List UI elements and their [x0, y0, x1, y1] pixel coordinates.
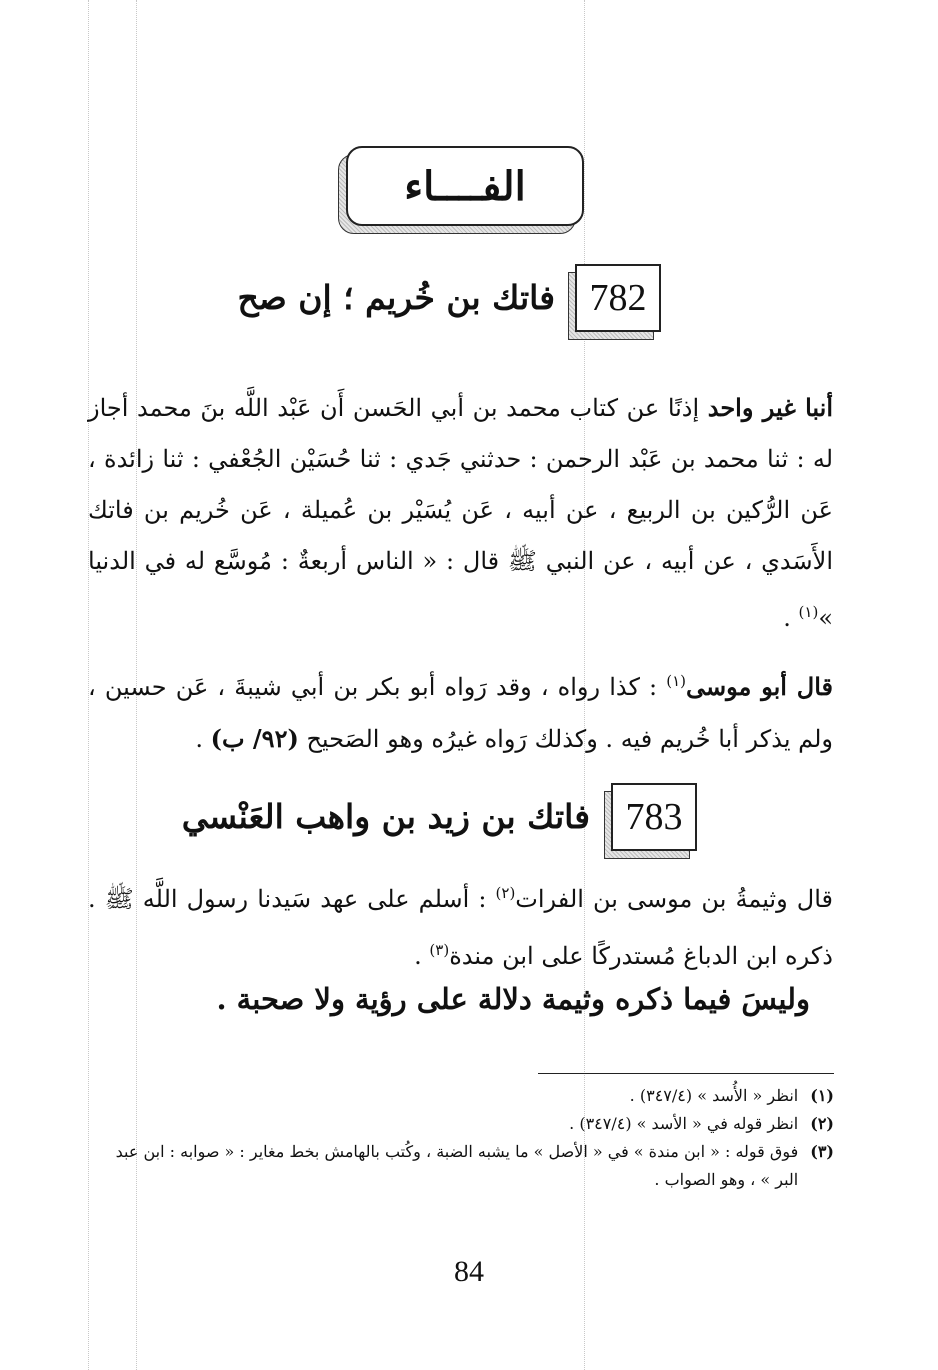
paragraph-wathima — [88, 868, 833, 982]
paragraph-lead: أنبا غير واحد — [707, 393, 833, 422]
footnote — [90, 1082, 834, 1110]
paragraph-end: . — [414, 942, 430, 970]
footnote-text: فوق قوله : « ابن مندة » في « الأصل » ما يشبه الضبة ، وكُتب بالهامش بخط مغاير : « صوابه : ابن عبد البر » ، وهو الصواب . — [115, 1142, 799, 1189]
footnote-ref: (٣) — [429, 941, 450, 959]
chapter-header-box — [346, 146, 584, 226]
footnote-text: انظر قوله في « الأسد » (٣٤٧/٤) . — [569, 1114, 799, 1133]
entry-number-box — [568, 264, 660, 338]
folio-marker: (٩٢/ ب) — [210, 724, 299, 753]
paragraph-end: . — [783, 604, 799, 632]
entry-number-box — [604, 783, 696, 857]
paragraph-text: إذنًا عن كتاب محمد بن أبي الحَسن أَن عَبْد اللَّه بنَ محمد أجاز له : ثنا محمد بن عَبْد الرحمن : حدثني جَدي : ثنا حُسَيْن الجُعْفي : ثنا زائدة ، عَن الرُّكين بن الربيع ، عن أبيه ، عَن يُسَيْر بن عُميلة ، عَن خُريم بن فاتك الأَسَدي ، عن أبيه ، عن النبي ﷺ قال : « الناس أربعةٌ : مُوسَّع له في الدنيا » — [88, 394, 834, 632]
paragraph-text: : كذا رواه ، وقد رَواه أبو بكر بن أبي شيبةَ ، عَن حسين ، ولم يذكر أبا خُريم فيه . وكذلك رَواه غيرُه وهو الصَحيح — [88, 673, 833, 753]
footnotes — [90, 1082, 834, 1194]
footnote-mark: (١) — [810, 1086, 834, 1105]
paragraph-conclusion: وليسَ فيما ذكره وثيمة دلالة على رؤية ولا صحبة . — [216, 982, 810, 1016]
entry-title: فاتك بن خُريم ؛ إن صح — [237, 278, 555, 317]
paragraph-text: قال وثيمةُ بن موسى بن الفرات — [515, 885, 833, 913]
chapter-header-frame — [338, 146, 582, 232]
paragraph-end: . — [195, 725, 211, 753]
entry-number: 782 — [575, 264, 661, 332]
entry-number: 783 — [611, 783, 697, 851]
chapter-title: الفــــاء — [404, 162, 526, 210]
footnote-mark: (٢) — [810, 1114, 834, 1133]
paragraph-lead: قال أبو موسى — [686, 672, 834, 701]
footnote-text: انظر « الأُسد » (٣٤٧/٤) . — [629, 1086, 799, 1105]
paragraph-abu-musa — [88, 656, 833, 765]
footnote-ref: (٢) — [495, 884, 516, 902]
footnote-separator — [538, 1073, 834, 1074]
footnote — [90, 1138, 834, 1194]
footnote-mark: (٣) — [810, 1142, 834, 1161]
paragraph-isnad — [88, 382, 833, 644]
footnote-ref: (١) — [798, 603, 819, 621]
page-number: 84 — [454, 1255, 484, 1288]
footnote-ref: (١) — [666, 672, 686, 690]
paragraph-text: : أسلم على عهد سَيدنا رسول اللَّه ﷺ . ذكره ابن الدباغ مُستدركًا على ابن مندة — [88, 885, 833, 970]
footnote — [90, 1110, 834, 1138]
entry-title: فاتك بن زيد بن واهب العَنْسي — [181, 797, 590, 836]
